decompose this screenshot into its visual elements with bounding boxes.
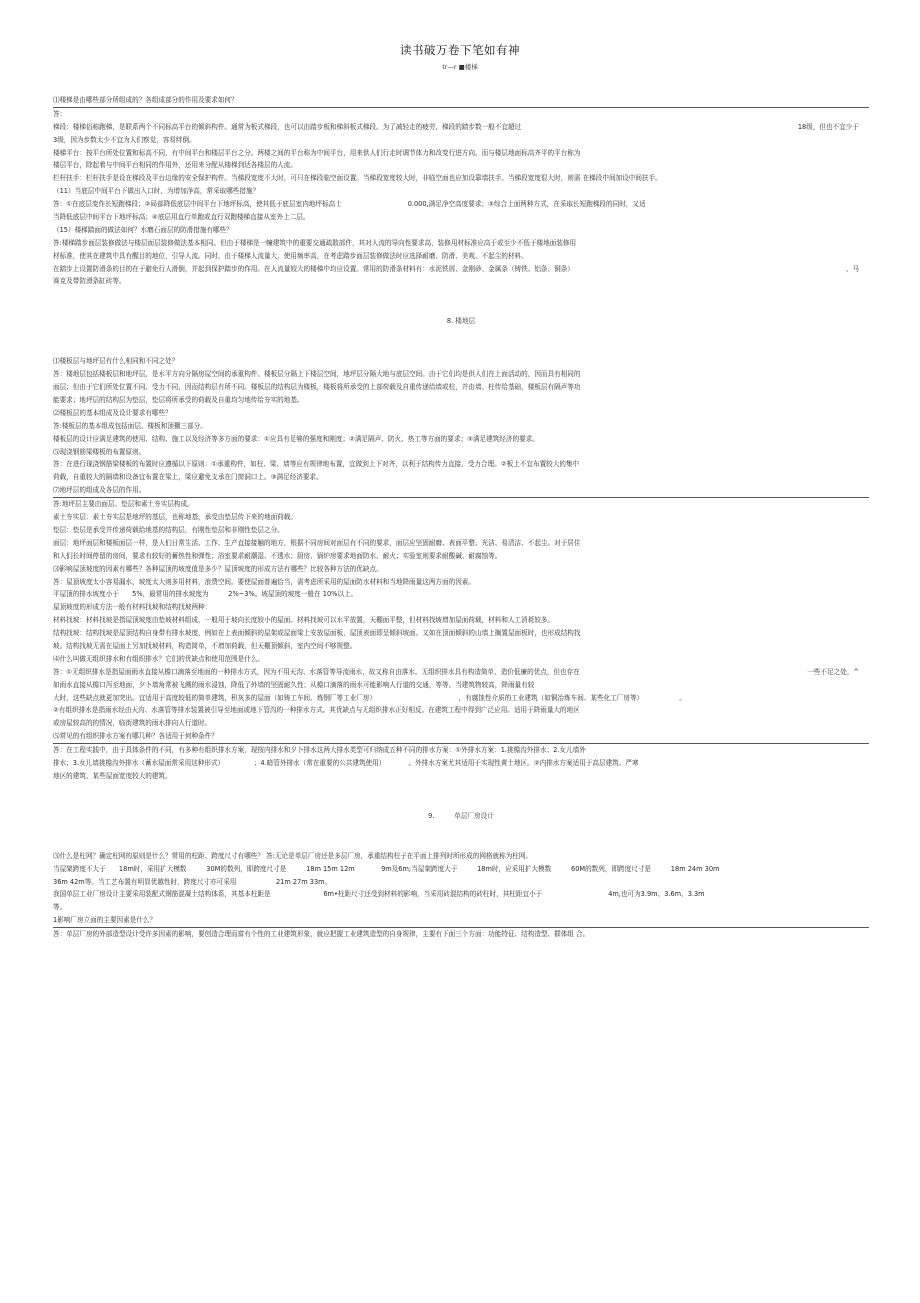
text-line: [53, 185, 869, 198]
question-line: [53, 484, 869, 498]
line-text: 面层；但由于它们所处位置不同、受力不同，因而结构层有所不同。楼板层的结构层为楼板，楼板将所承受的上部荷载及自重传递给墙或柱，并由墙、柱传给基础，楼板层有隔声等功: [53, 383, 581, 392]
line-text: 答：: [53, 109, 67, 118]
line-text: 36m 42m等。当工艺布置有明显优越性时，跨度尺寸亦可采用 21m 27m 33m。: [53, 877, 332, 886]
line-text: 梯段：楼梯俗称跑梯，是联系两个不同标高平台的倾斜构件。通常为板式梯段，也可以由踏步板和梯斜板式梯段。为了减轻走的疲劳，梯段的踏步数一般不宜超过: [53, 122, 522, 131]
text-line: [53, 640, 869, 653]
document-body: [53, 94, 869, 941]
line-text: 材标准，使其在建筑中具有醒目的地位，引导人流。同时，由于楼梯人流量大，使用频率高，在考虑踏步面层装修做法时应选择耐磨、防滑、美观、不起尘的材料。: [53, 251, 528, 260]
text-line: [53, 744, 869, 757]
line-text: 答：在工程实践中，由于具体条件的不同，有多种有组织排水方案，现按内排水和夕卜排水这两大排水类型可归纳成五种不同的排水方案：①外排水方案：1.挑檐沟外排水；2.女儿墙外: [53, 746, 586, 755]
text-line: [53, 394, 869, 407]
line-text-right: 18级，但也不宜少于: [797, 122, 859, 131]
text-line: [53, 770, 869, 783]
line-text: 结构找坡：结构找坡是屋顶结构自身带有排水坡度，例如在上表面倾斜的屋架或屋面梁上安放屋面板，屋顶表面即呈倾斜坡面。又如在顶面倾斜的山墙上搁置屋面板时，也形成结构找: [53, 629, 581, 638]
line-text: 答:地坪层主要由面层、垫层和素土夯实层构成。: [53, 500, 194, 509]
text-line: [53, 250, 869, 263]
line-text: 楼板层的设计应满足建筑的使用、结构、施工以及经济等多方面的要求：①应具有足够的强度和刚度；②满足隔声、防火、热工等方面的要求；③满足建筑经济的要求。: [53, 434, 539, 443]
line-text: ⑵楼板层的基本组成及设计要求有哪些？: [53, 408, 172, 417]
line-text: （15）楼梯踏面的做法如何？水磨石面层的防滑措施有哪些？: [53, 225, 233, 234]
question-line: [53, 730, 869, 744]
line-text: 1影响厂房立面的主要因素是什么？: [53, 916, 157, 925]
text-line: [53, 524, 869, 537]
line-text: 当降低底层中间平台下地坪标高；④底层用直行单跑或直行双跑楼梯直接从室外上二层。: [53, 213, 310, 222]
line-text: 当屋架跨度不大于 18m时，采用扩大模数 30M的数列，即跨度尺寸是 18m 15m 12m 9m及6m;当屋架跨度大于 18m时，应采用扩大模数 60M的数列，即跨度尺寸是 18m 24m 30m: [53, 864, 720, 873]
line-text: ②有组织排水是指雨水经由天沟、水落管等排水装置被引导至地面或地下管沟的一种排水方式。其优缺点与无组织排水正好相反。在建筑工程中得到广泛应用。适用于降雨量大的地区: [53, 706, 580, 715]
line-text: （11）当底层中间平台下做出入口时，为增加净高，常采取哪些措施？: [53, 187, 260, 196]
line-text: 或房屋较高的的情况，临街建筑的雨水排向人行道时。: [53, 719, 212, 728]
line-text: 答：单层厂房的外部造型设计受许多因素的影响，要创造合理而富有个性的工业建筑形象，就应把握工业建筑造型的自身规律，主要有下面三个方面：功能特征、结构造型、群体组 合。: [53, 930, 590, 939]
text-line: [53, 757, 869, 770]
line-text: 如雨水直接从檐口泻至地面，夕卜墙角常被飞溅的雨水浸蚀，降低了外墙的坚固耐久性；从檐口滴落的雨水可能影响人行道的交通，等等。当建筑物较高，降雨量有较: [53, 680, 535, 689]
text-line: [53, 653, 869, 666]
text-line: [53, 458, 869, 471]
text-line: [53, 108, 869, 121]
text-line: [53, 198, 869, 211]
line-text: 答:楼板层的基本组成包括面层、楼板和顶棚三部分。: [53, 421, 207, 430]
line-text: 楼梯平台：按平台所处位置和标高不同，有中间平台和楼层平台之分。两楼之间的平台称为中间平台，用来供人们行走时调节体力和改变行进方向。而与楼层地面标高齐平的平台称为: [53, 148, 581, 157]
line-text: ⑴楼梯是由哪些部分所组成的？各组成部分的作用及要求如何？: [53, 96, 238, 104]
text-line: [53, 147, 869, 160]
text-line: [53, 576, 869, 589]
text-line: [53, 850, 869, 863]
line-text: 答：①无组织排水是指屋面雨水直接从檐口滴落至地面的一种排水方式，因为不用天沟、水落管等导流雨水，故又称自由落水。无组织排水具有构造简单、造价低廉的优点，但也存在: [53, 667, 580, 676]
text-line: [53, 381, 869, 394]
text-line: [53, 420, 869, 433]
text-line: [53, 627, 869, 640]
text-line: [53, 550, 869, 563]
line-text: 垫层：垫层是承受并传递荷载给地基的结构层，有刚性垫层和非刚性垫层之分。: [53, 525, 284, 534]
line-text: 排水；3.女儿墙挑檐沟外排水（蓄水屋面常采用这种形式） ；4.暗管外排水（常在重要的公共建筑使用） 。外排水方案尤其适用于实现性黄土地区。②内排水方案适用于高层建筑、严寒: [53, 758, 639, 767]
text-line: [53, 471, 869, 484]
text-line: [53, 863, 869, 876]
text-line: [53, 407, 869, 420]
line-text-right: 、马: [845, 264, 859, 273]
text-line: [53, 588, 869, 601]
text-line: [53, 275, 869, 288]
text-line: [53, 704, 869, 717]
line-text: 楼层平台，除起着与中间平台相同的作用外，还用来分配从楼梯到达各楼层的人流。: [53, 161, 297, 170]
line-text: 赛克及带防滑条缸砖等。: [53, 277, 126, 286]
line-text: 材料找坡：材料找坡是指屋顶坡度由垫坡材料组成，一般用于坡向长度较小的屋面。材料找坡可以水平放置，天棚面平整，但材料找坡增加屋面荷载，材料和人工消耗较多。: [53, 616, 555, 625]
text-line: [53, 563, 869, 576]
text-line: [53, 511, 869, 524]
line-text: 答：屋顶坡度太小容易漏水，坡度太大则多用材料，浪费空间。要使屋面普遍恰当，需考虑所采用的屋面防水材料和当地降雨量这两方面的因素。: [53, 577, 475, 586]
line-text: 答：在进行现浇钢筋梁楼板的布置时应遵循以下原则：①承重构件，如柱、梁、墙等应有规律地布置，宜做到上下对齐，以利于结构传力直接，受力合理。②板上不宜布置较大的集中: [53, 460, 580, 469]
section-heading: 9. 单层厂房设计: [428, 811, 494, 820]
text-line: [53, 237, 869, 250]
line-text: 3级，因为步数太少不宜为人们察觉，容易绊倒。: [53, 135, 196, 144]
line-text: 大时，这些缺点就更加突出。宜适用于高度较低的简单建筑，积灰多的屋面（如铸工车间、炼钢厂等工业厂房） ，有腐蚀性介质的工业建筑（如铜冶炼车间、某些化工厂房等） 。: [53, 693, 686, 702]
line-text: 栏杆扶手：栏杆扶手是设在梯段及平台边缘的安全保护构件。当梯段宽度不大时，可只在梯段临空面设置。当梯段宽度较大时，非临空面也应加设靠墙扶手。当梯段宽度很大时，则需 在梯段中间加设中间扶手。: [53, 174, 662, 183]
text-line: [53, 159, 869, 172]
question-line: [53, 94, 869, 108]
text-line: [53, 717, 869, 730]
text-line: [53, 498, 869, 511]
line-text: 答:楼梯踏步面层装修做法与楼层面层装修做法基本相同。但由于楼梯是一幢建筑中的重要交通疏散部件，其对人流的导向性要求高，装修用材标准应高于或至少不低于楼地面装修用: [53, 238, 577, 247]
line-text: 地区的建筑、某些屋面宽度较大的建筑。: [53, 771, 172, 780]
text-line: [53, 888, 869, 901]
line-text: ⑶什么是柱网？确定柱网的原则是什么？常用的柱距、跨度尺寸有哪些？ 答:无论是单层厂房还是多层厂房，承重结构柱子在平面上排列时所形成的网格就称为柱网。: [53, 851, 533, 860]
text-line: [53, 679, 869, 692]
text-line: [53, 172, 869, 185]
line-text: 答：①在底层变作长短跑梯段；②局部降低底层中间平台下地坪标高，使其低于底层室内地坪标高士 0.000,满足净空高度要求；③综合上面两种方式，在采取长短跑梯段的同时，又适: [53, 200, 646, 209]
text-line: [53, 928, 869, 941]
section-heading: 8. 楼地层: [446, 317, 476, 326]
line-text: ⑷什么叫做无组织排水和有组织排水？它们的优缺点和使用范围是什么。: [53, 654, 264, 663]
text-line: [53, 134, 869, 147]
text-line: [53, 666, 869, 679]
text-line: [53, 446, 869, 459]
line-text: 能要求；地坪层的结构层为垫层，垫层将所承受的荷载及自重均匀地传给夯实的地基。: [53, 396, 304, 405]
text-line: [53, 692, 869, 705]
text-line: [53, 876, 869, 889]
line-text: 坡。结构找坡无需在屋面上另加找坡材料，构造简单，不增加荷载，但天棚顶倾斜，室内空间不够规整。: [53, 641, 357, 650]
text-line: [53, 263, 869, 276]
text-line: [53, 433, 869, 446]
text-line: [53, 121, 869, 134]
line-text: ⑺地坪层的组成及各层的作用。: [53, 486, 146, 495]
text-line: [53, 224, 869, 237]
line-text-right: 一些不足之处，^: [807, 667, 859, 676]
line-text: 等。: [53, 903, 67, 912]
text-line: [53, 601, 869, 614]
line-text: 荷载，自重较大的隔墙和设备宜布置在梁上，梁应避免支承在门窗洞口上。③满足经济要求。: [53, 473, 323, 482]
line-text: 素土夯实层：素土夯实层是地坪的基层，也称地基，承受由垫层传下来的地面荷载。: [53, 513, 297, 522]
line-text: ⑸现浇钢筋梁楼板的布置原则。: [53, 447, 146, 456]
section-subtitle: tr—r ■楼梯: [442, 63, 478, 71]
text-line: [53, 355, 869, 368]
line-text: 面层：地坪面层和楼板面层一样，是人们日常生活、工作、生产直接接触的地方，根据不同房间对面层有不同的要求，面层应坚固耐磨、表面平整、光洁、易清洁、不起尘。对于居住: [53, 538, 581, 547]
line-text: ⑴楼板层与地坪层有什么相同和不同之处？: [53, 357, 179, 366]
line-text: 平屋顶的排水坡度小于 5%，最常用的排水坡度为 2%~3%。坡屋顶的坡度一般在 10%以上。: [53, 590, 358, 599]
line-text: 和人们长时间停留的房间，要求有较好的蓄热性和弹性；浴室要求耐潮湿、不透水；厨房、锅炉房要求地面防水、耐火；实验室则要求耐酸碱、耐腐蚀等。: [53, 551, 502, 560]
line-text: 我国单层工业厂房设计主要采用装配式钢筋混凝土结构体系，其基本柱距是 6m•柱距尺寸还受到材料的影响，当采用砖混结构的砖柱时，其柱距宜小于 4m,也可为3.9m、3.6m、3.3m: [53, 890, 705, 899]
line-text: 答：楼地层包括楼板层和地坪层，是水平方向分隔房屋空间的承重构件。楼板层分隔上下楼层空间，地坪层分隔大地与底层空间。由于它们均是供人们在上面活动的，因而具有相同的: [53, 370, 581, 379]
text-line: [53, 901, 869, 914]
line-text: ⑸常见的有组织排水方案有哪几种？各适用于何种条件？: [53, 732, 218, 741]
text-line: [53, 537, 869, 550]
page-title: 读书破万卷下笔如有神: [400, 43, 520, 57]
text-line: [53, 211, 869, 224]
question-line: [53, 914, 869, 928]
text-line: [53, 614, 869, 627]
line-text: 屋顶坡度的形成方法一般有材料找坡和结构找坡两种：: [53, 603, 212, 612]
line-text: 在踏步上设置防滑条的目的在于避免行人滑倒，并起到保护踏步的作用。在人流量较大的楼梯中均应设置。常用的防滑条材料有：水泥铁屑、金刚砂、金属条（铸铁、铝条、铜条）: [53, 264, 574, 273]
line-text: ⑶影响屋顶坡度的因素有哪些？各种屋顶的坡度值是多少？屋顶坡度的形成方法有哪些？比较各种方法的优缺点。: [53, 564, 383, 573]
text-line: [53, 368, 869, 381]
